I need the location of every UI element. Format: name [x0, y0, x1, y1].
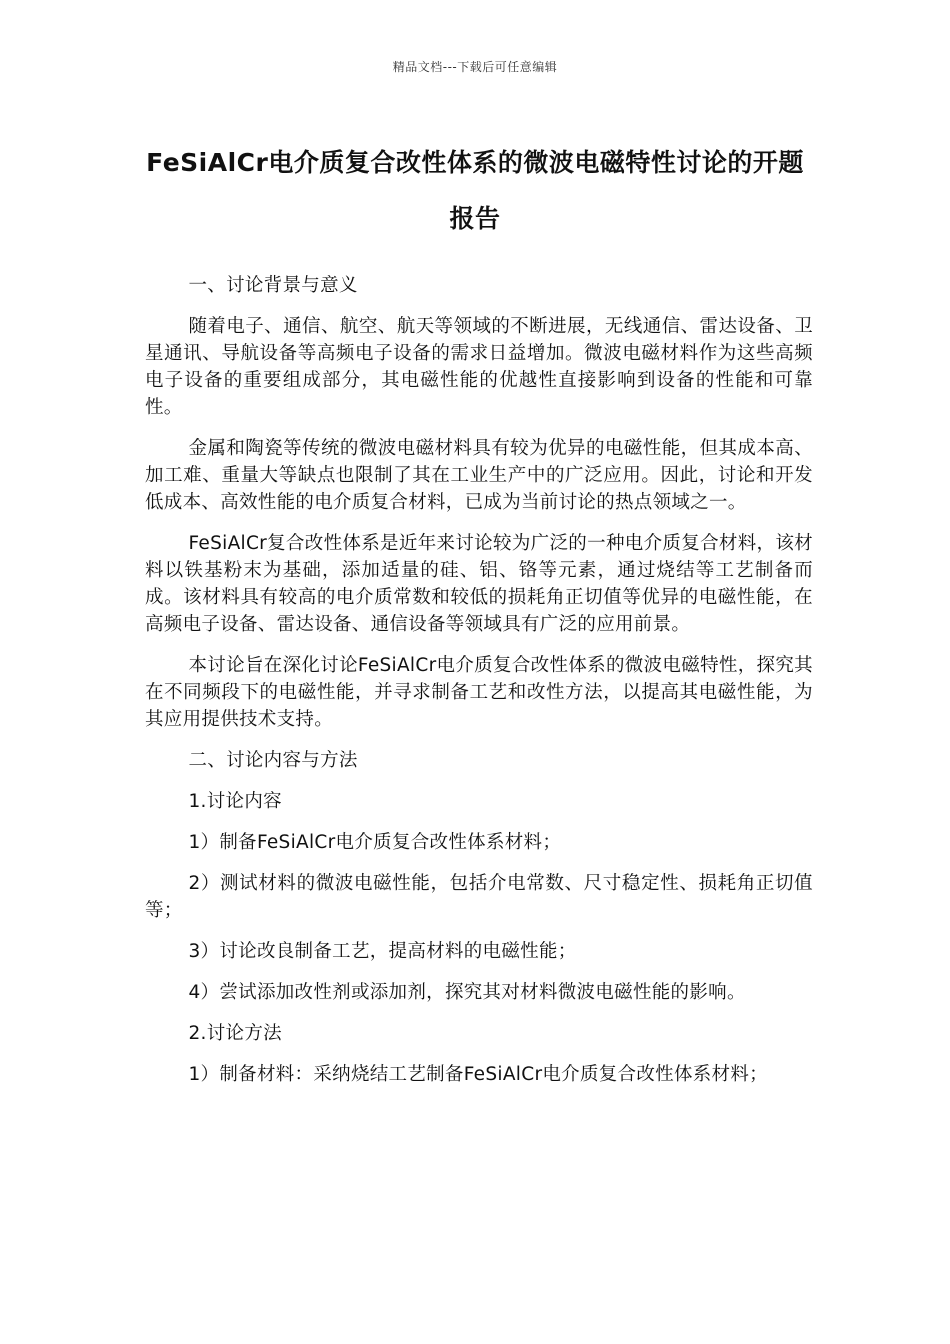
subsection-heading-methods: 2.讨论方法 [188, 1023, 282, 1044]
section-heading-background: 一、讨论背景与意义 [188, 275, 358, 296]
list-item: 1）制备FeSiAlCr电介质复合改性体系材料； [188, 832, 562, 853]
list-item: 4）尝试添加改性剂或添加剂，探究其对材料微波电磁性能的影响。 [188, 982, 746, 1003]
list-item: 3）讨论改良制备工艺，提高材料的电磁性能； [188, 941, 577, 962]
paragraph: FeSiAlCr复合改性体系是近年来讨论较为广泛的一种电介质复合材料，该材料以铁基粉末为基础，添加适量的硅、铝、铬等元素，通过烧结等工艺制备而成。该材料具有较高的电介质常数和较低的损耗角正切值等优异的电磁性能，在高频电子设备、雷达设备、通信设备等领域具有广泛的应用前景。 [145, 533, 813, 635]
document-title: FeSiAlCr电介质复合改性体系的微波电磁特性讨论的开题报告 [146, 148, 804, 233]
paragraph: 随着电子、通信、航空、航天等领域的不断进展，无线通信、雷达设备、卫星通讯、导航设备等高频电子设备的需求日益增加。微波电磁材料作为这些高频电子设备的重要组成部分，其电磁性能的优越性直接影响到设备的性能和可靠性。 [145, 316, 813, 418]
header-note: 精品文档---下载后可任意编辑 [392, 60, 558, 74]
list-item: 2）测试材料的微波电磁性能，包括介电常数、尺寸稳定性、损耗角正切值等； [145, 873, 813, 921]
paragraph: 金属和陶瓷等传统的微波电磁材料具有较为优异的电磁性能，但其成本高、加工难、重量大等缺点也限制了其在工业生产中的广泛应用。因此，讨论和开发低成本、高效性能的电介质复合材料，已成为当前讨论的热点领域之一。 [145, 438, 813, 513]
paragraph: 本讨论旨在深化讨论FeSiAlCr电介质复合改性体系的微波电磁特性，探究其在不同频段下的电磁性能，并寻求制备工艺和改性方法，以提高其电磁性能，为其应用提供技术支持。 [145, 655, 813, 730]
section-heading-content-methods: 二、讨论内容与方法 [188, 750, 358, 771]
list-item: 1）制备材料：采纳烧结工艺制备FeSiAlCr电介质复合改性体系材料； [188, 1064, 768, 1085]
document-body [145, 272, 813, 1102]
subsection-heading-content: 1.讨论内容 [188, 791, 282, 812]
